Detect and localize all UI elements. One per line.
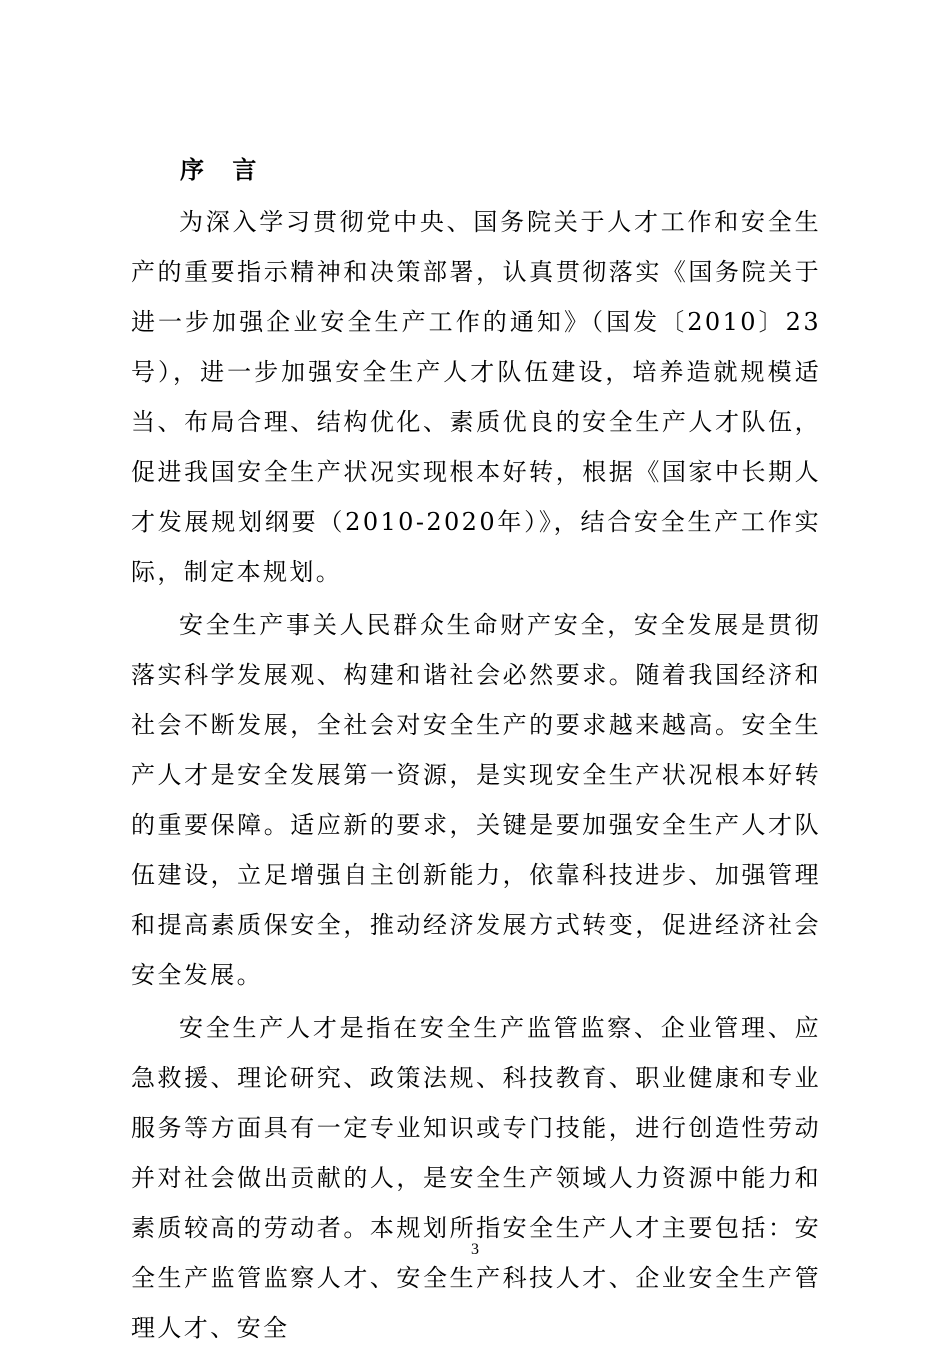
paragraph-intro: 为深入学习贯彻党中央、国务院关于人才工作和安全生产的重要指示精神和决策部署，认真贯彻落实《国务院关于进一步加强企业安全生产工作的通知》（国发〔2010〕23号），进一步加强安全生产人才队伍建设，培养造就规模适当、布局合理、结构优化、素质优良的安全生产人才队伍，促进我国安全生产状况实现根本好转，根据《国家中长期人才发展规划纲要（2010-2020年）》，结合安全生产工作实际，制定本规划。 [131,208,821,586]
section-title: 序 言 [180,156,267,184]
page-number: 3 [471,1241,479,1258]
body-text [131,197,821,1356]
paragraph-definition: 安全生产人才是指在安全生产监管监察、企业管理、应急救援、理论研究、政策法规、科技教育、职业健康和专业服务等方面具有一定专业知识或专门技能，进行创造性劳动并对社会做出贡献的人，是安全生产领域人力资源中能力和素质较高的劳动者。本规划所指安全生产人才主要包括：安全生产监管监察人才、安全生产科技人才、企业安全生产管理人才、安全 [131,1014,821,1342]
paragraph-importance: 安全生产事关人民群众生命财产安全，安全发展是贯彻落实科学发展观、构建和谐社会必然要求。随着我国经济和社会不断发展，全社会对安全生产的要求越来越高。安全生产人才是安全发展第一资源，是实现安全生产状况根本好转的重要保障。适应新的要求，关键是要加强安全生产人才队伍建设，立足增强自主创新能力，依靠科技进步、加强管理和提高素质保安全，推动经济发展方式转变，促进经济社会安全发展。 [131,611,821,989]
